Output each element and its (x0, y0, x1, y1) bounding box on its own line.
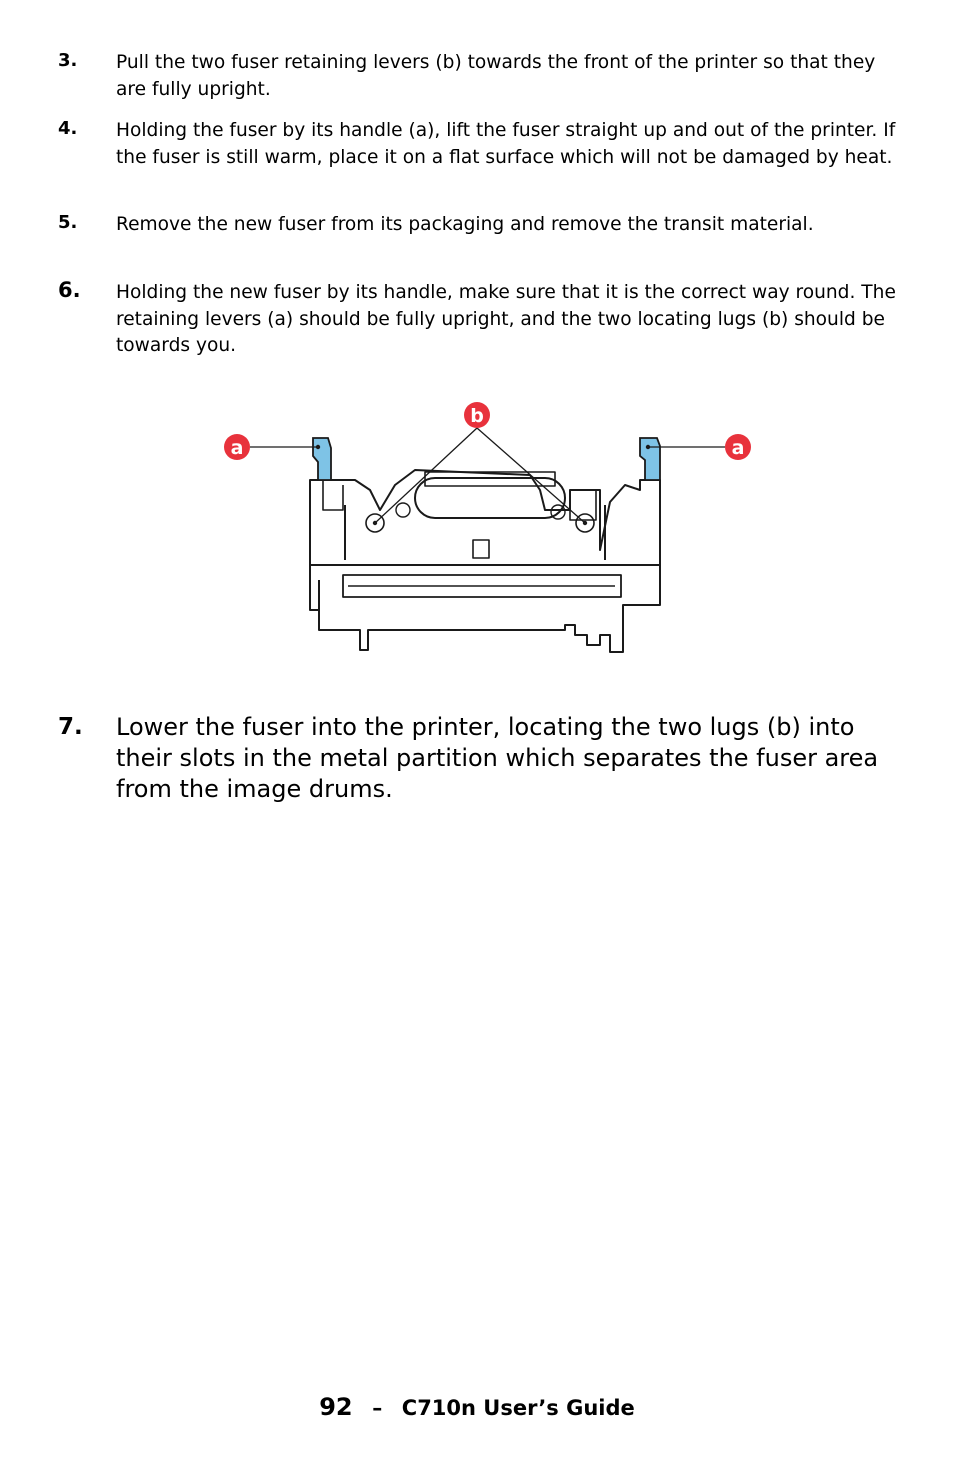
retaining-lever-left (313, 438, 331, 480)
step-text: Remove the new fuser from its packaging and remove the transit material. (116, 214, 814, 235)
small-square-window (473, 540, 489, 558)
step-number: 7. (58, 714, 83, 740)
step-text: Pull the two fuser retaining levers (b) towards the front of the printer so that they are fully upright. (116, 52, 876, 100)
guide-title: C710n User’s Guide (401, 1396, 635, 1420)
step-number: 3. (58, 50, 78, 71)
step-text: Holding the fuser by its handle (a), lift the fuser straight up and out of the printer. If the fuser is still warm, place it on a flat surface which will not be damaged by heat. (116, 120, 896, 168)
page-footer (0, 1393, 954, 1421)
footer-separator: – (372, 1396, 383, 1420)
step-number: 6. (58, 278, 81, 302)
step-text: Lower the fuser into the printer, locating the two lugs (b) into their slots in the metal partition which separates the fuser area from the image drums. (116, 713, 879, 803)
step-number: 4. (58, 118, 78, 139)
step-number: 5. (58, 212, 78, 233)
page-number: 92 (319, 1393, 353, 1421)
callout-a-right-label: a (731, 437, 745, 459)
leader-line-b-right (477, 428, 585, 523)
fuser-illustration (215, 390, 760, 665)
fuser-body-outline (310, 470, 660, 652)
retaining-lever-right (640, 438, 660, 480)
step-text: Holding the new fuser by its handle, make sure that it is the correct way round. The retaining levers (a) should be fully upright, and the two locating lugs (b) should be towards you. (116, 282, 896, 357)
callout-a-left-label: a (230, 437, 244, 459)
callout-b-label: b (470, 405, 484, 427)
leader-line-b-left (375, 428, 477, 523)
